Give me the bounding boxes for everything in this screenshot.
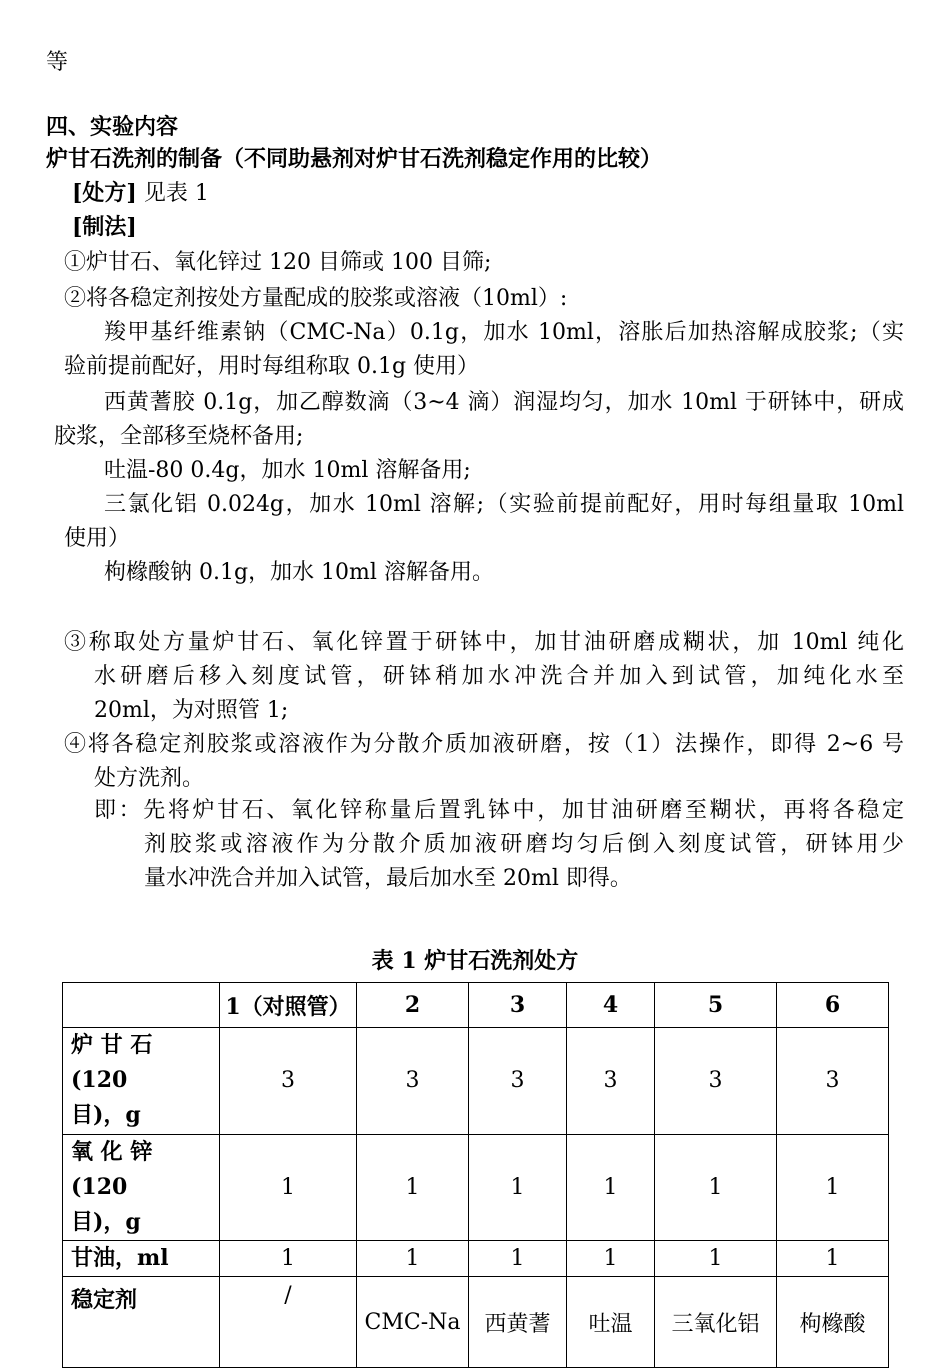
table-row (63, 1277, 889, 1368)
citrate-line: 枸橼酸钠 0.1g，加水 10ml 溶解备用。 (104, 560, 494, 585)
table-caption: 表 1 炉甘石洗剂处方 (371, 948, 579, 974)
tragacanth-line-1: 西黄蓍胶 0.1g，加乙醇数滴（3~4 滴）润湿均匀，加水 10ml 于研钵中，研成 (104, 390, 904, 415)
table-cell: 三氧化铝 (655, 1277, 777, 1368)
step-3-line-2: 水研磨后移入刻度试管，研钵稍加水冲洗合并加入到试管，加纯化水至 (94, 664, 904, 689)
header-cell: 6 (777, 983, 889, 1028)
table-row (63, 1028, 889, 1135)
table-cell: 1 (220, 1134, 357, 1241)
step-4-line-1: ④将各稳定剂胶浆或溶液作为分散介质加液研磨，按（1）法操作，即得 2~6 号 (64, 732, 904, 757)
prescription-label: [处方] (72, 180, 137, 206)
table-cell: 3 (567, 1028, 655, 1135)
table-cell: 1 (567, 1241, 655, 1277)
table-row (63, 1241, 889, 1277)
table-cell: 1 (469, 1241, 567, 1277)
table-cell: 3 (220, 1028, 357, 1135)
header-cell (63, 983, 220, 1028)
row-label: 炉 甘 石 (120 目)，g (63, 1028, 220, 1135)
experiment-subtitle: 炉甘石洗剂的制备（不同助悬剂对炉甘石洗剂稳定作用的比较） (46, 146, 663, 172)
table-cell: 1 (655, 1241, 777, 1277)
tween-line: 吐温-80 0.4g，加水 10ml 溶解备用; (104, 458, 471, 483)
page-fragment: 等 (46, 50, 69, 75)
table-cell: 1 (567, 1134, 655, 1241)
row-label: 甘油，ml (63, 1241, 220, 1277)
table-cell: 1 (220, 1241, 357, 1277)
row-label: 稳定剂 (63, 1277, 220, 1368)
cmc-line-2: 验前提前配好，用时每组称取 0.1g 使用） (64, 354, 480, 379)
step-3-line-1: ③称取处方量炉甘石、氧化锌置于研钵中，加甘油研磨成糊状，加 10ml 纯化 (64, 630, 904, 655)
alcl-line-2: 使用） (64, 526, 131, 551)
table-cell: 3 (777, 1028, 889, 1135)
header-cell: 1（对照管） (220, 983, 357, 1028)
header-cell: 2 (357, 983, 469, 1028)
table-cell: 3 (469, 1028, 567, 1135)
step-2: ②将各稳定剂按处方量配成的胶浆或溶液（10ml）: (64, 286, 568, 311)
section-heading: 四、实验内容 (46, 114, 179, 140)
alcl-line-1: 三氯化铝 0.024g，加水 10ml 溶解;（实验前提前配好，用时每组量取 10ml (104, 492, 904, 517)
table-cell: / (220, 1277, 357, 1368)
header-cell: 3 (469, 983, 567, 1028)
tragacanth-line-2: 胶浆，全部移至烧杯备用; (54, 424, 304, 449)
row-label: 氧 化 锌 (120 目)，g (63, 1134, 220, 1241)
prescription-text: 见表 1 (136, 181, 209, 206)
table-cell: 1 (357, 1134, 469, 1241)
step-4-line-2: 处方洗剂。 (94, 766, 205, 791)
table-cell: 吐温 (567, 1277, 655, 1368)
header-cell: 4 (567, 983, 655, 1028)
note-line-3: 量水冲洗合并加入试管，最后加水至 20ml 即得。 (144, 866, 632, 891)
cmc-line-1: 羧甲基纤维素钠（CMC-Na）0.1g，加水 10ml，溶胀后加热溶解成胶浆;（实 (104, 320, 904, 345)
step-3-line-3: 20ml，为对照管 1; (94, 698, 289, 723)
table-cell: 1 (777, 1241, 889, 1277)
table-row (63, 1134, 889, 1241)
note-line-1: 即：先将炉甘石、氧化锌称量后置乳钵中，加甘油研磨至糊状，再将各稳定 (94, 798, 904, 823)
table-cell: 西黄蓍 (469, 1277, 567, 1368)
table-cell: 1 (655, 1134, 777, 1241)
prescription-table (62, 982, 889, 1368)
table-cell: 1 (469, 1134, 567, 1241)
table-cell: 3 (357, 1028, 469, 1135)
table-cell: 3 (655, 1028, 777, 1135)
table-cell: CMC-Na (357, 1277, 469, 1368)
note-line-2: 剂胶浆或溶液作为分散介质加液研磨均匀后倒入刻度试管，研钵用少 (144, 832, 904, 857)
prescription-line (72, 182, 209, 205)
table-cell: 枸橼酸 (777, 1277, 889, 1368)
method-label: [制法] (72, 214, 137, 240)
table-cell: 1 (357, 1241, 469, 1277)
step-1: ①炉甘石、氧化锌过 120 目筛或 100 目筛; (64, 250, 492, 275)
header-cell: 5 (655, 983, 777, 1028)
table-cell: 1 (777, 1134, 889, 1241)
table-header-row (63, 983, 889, 1028)
